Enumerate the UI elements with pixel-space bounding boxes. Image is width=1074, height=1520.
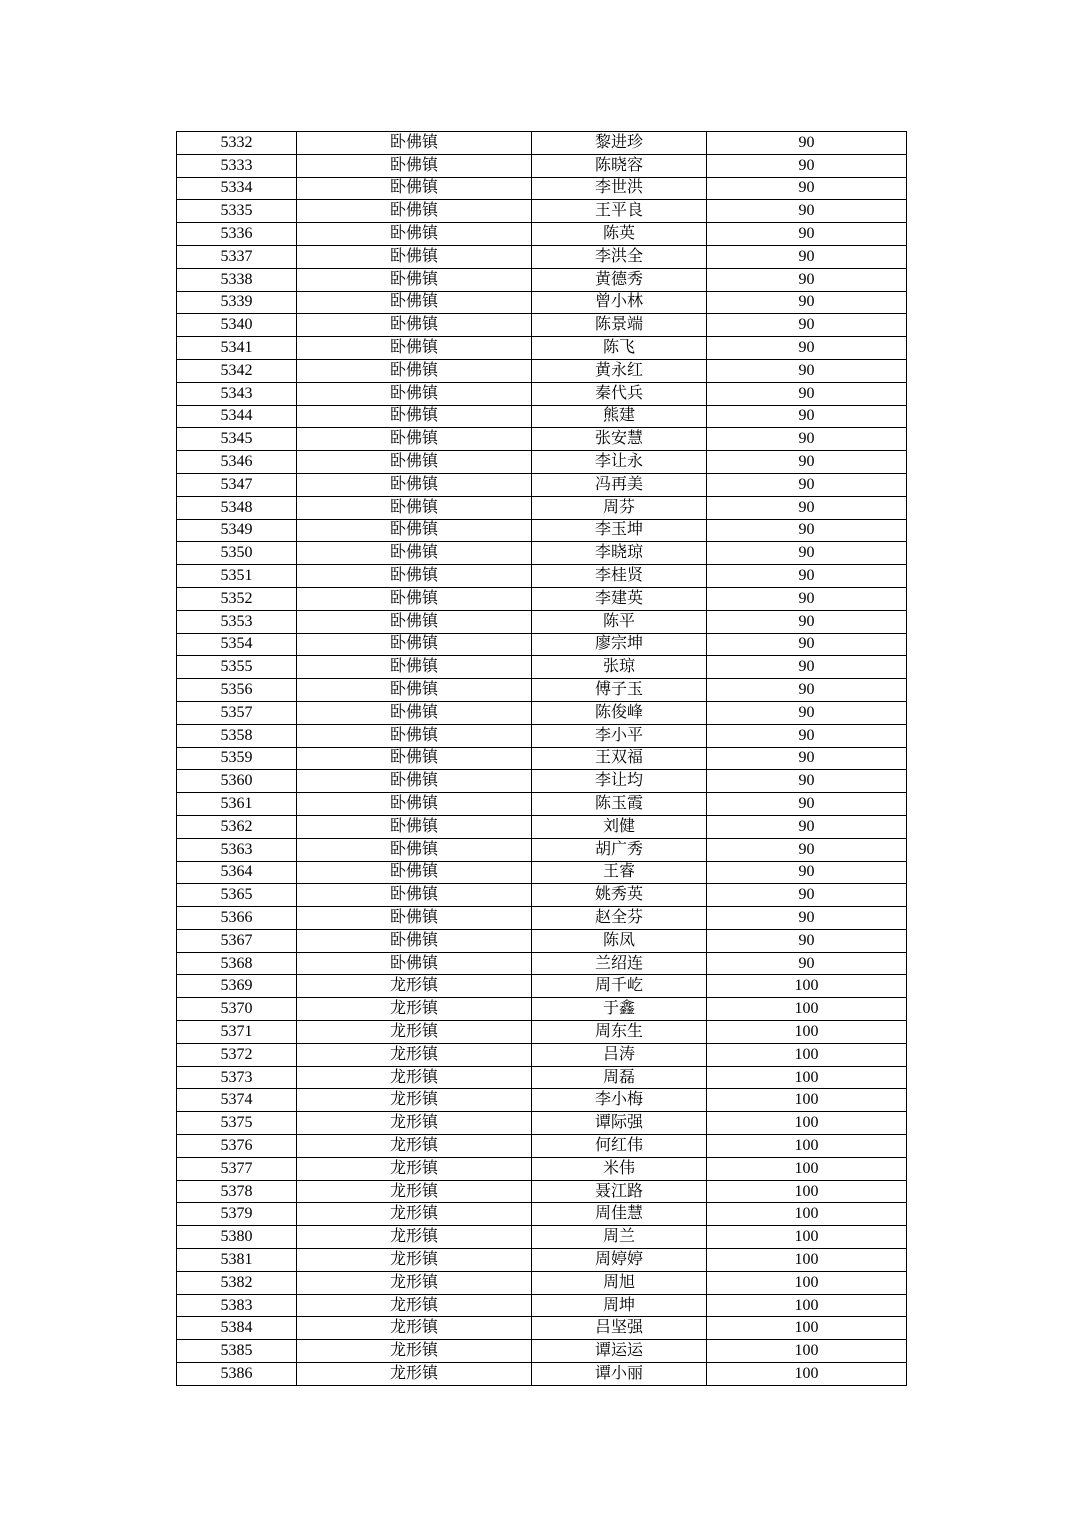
table-row — [177, 291, 907, 314]
cell-serial: 5357 — [177, 701, 297, 724]
cell-score: 90 — [707, 542, 907, 565]
cell-score: 90 — [707, 838, 907, 861]
cell-score: 100 — [707, 1066, 907, 1089]
cell-town: 卧佛镇 — [297, 861, 532, 884]
cell-town: 龙形镇 — [297, 1112, 532, 1135]
table-row — [177, 724, 907, 747]
cell-name: 廖宗坤 — [532, 633, 707, 656]
cell-name: 陈英 — [532, 223, 707, 246]
cell-serial: 5382 — [177, 1271, 297, 1294]
table-row — [177, 815, 907, 838]
cell-name: 熊建 — [532, 405, 707, 428]
cell-name: 兰绍连 — [532, 952, 707, 975]
table-row — [177, 975, 907, 998]
cell-town: 卧佛镇 — [297, 747, 532, 770]
cell-name: 李世洪 — [532, 177, 707, 200]
cell-serial: 5383 — [177, 1294, 297, 1317]
cell-score: 100 — [707, 1203, 907, 1226]
cell-town: 卧佛镇 — [297, 770, 532, 793]
cell-score: 90 — [707, 268, 907, 291]
table-row — [177, 519, 907, 542]
cell-score: 90 — [707, 793, 907, 816]
cell-score: 90 — [707, 451, 907, 474]
cell-town: 龙形镇 — [297, 1340, 532, 1363]
cell-serial: 5356 — [177, 679, 297, 702]
cell-name: 周磊 — [532, 1066, 707, 1089]
cell-town: 卧佛镇 — [297, 952, 532, 975]
cell-name: 张琼 — [532, 656, 707, 679]
table-row — [177, 268, 907, 291]
table-row — [177, 793, 907, 816]
cell-serial: 5350 — [177, 542, 297, 565]
cell-serial: 5355 — [177, 656, 297, 679]
cell-score: 100 — [707, 1294, 907, 1317]
table-row — [177, 1021, 907, 1044]
cell-score: 100 — [707, 1021, 907, 1044]
cell-serial: 5374 — [177, 1089, 297, 1112]
cell-name: 聂江路 — [532, 1180, 707, 1203]
cell-town: 龙形镇 — [297, 1271, 532, 1294]
cell-town: 卧佛镇 — [297, 724, 532, 747]
cell-score: 100 — [707, 1089, 907, 1112]
cell-town: 卧佛镇 — [297, 679, 532, 702]
cell-serial: 5378 — [177, 1180, 297, 1203]
cell-serial: 5359 — [177, 747, 297, 770]
cell-serial: 5368 — [177, 952, 297, 975]
table-row — [177, 952, 907, 975]
cell-town: 卧佛镇 — [297, 815, 532, 838]
table-row — [177, 679, 907, 702]
cell-name: 米伟 — [532, 1157, 707, 1180]
cell-serial: 5373 — [177, 1066, 297, 1089]
cell-score: 90 — [707, 884, 907, 907]
cell-score: 100 — [707, 1363, 907, 1386]
cell-name: 李桂贤 — [532, 565, 707, 588]
cell-name: 陈晓容 — [532, 154, 707, 177]
table-row — [177, 656, 907, 679]
table-row — [177, 770, 907, 793]
table-row — [177, 633, 907, 656]
cell-name: 周芬 — [532, 496, 707, 519]
cell-town: 卧佛镇 — [297, 132, 532, 155]
table-row — [177, 245, 907, 268]
cell-serial: 5343 — [177, 382, 297, 405]
cell-name: 刘健 — [532, 815, 707, 838]
cell-name: 李晓琼 — [532, 542, 707, 565]
cell-serial: 5345 — [177, 428, 297, 451]
cell-town: 龙形镇 — [297, 1180, 532, 1203]
cell-name: 周千屹 — [532, 975, 707, 998]
cell-score: 90 — [707, 428, 907, 451]
table-row — [177, 1066, 907, 1089]
cell-name: 王双福 — [532, 747, 707, 770]
cell-town: 卧佛镇 — [297, 587, 532, 610]
cell-serial: 5358 — [177, 724, 297, 747]
table-row — [177, 1340, 907, 1363]
cell-name: 谭运运 — [532, 1340, 707, 1363]
cell-town: 卧佛镇 — [297, 314, 532, 337]
cell-name: 谭小丽 — [532, 1363, 707, 1386]
cell-score: 90 — [707, 132, 907, 155]
cell-score: 90 — [707, 177, 907, 200]
cell-score: 90 — [707, 291, 907, 314]
cell-name: 王睿 — [532, 861, 707, 884]
cell-serial: 5341 — [177, 337, 297, 360]
cell-town: 卧佛镇 — [297, 337, 532, 360]
cell-score: 90 — [707, 565, 907, 588]
cell-score: 90 — [707, 473, 907, 496]
cell-serial: 5376 — [177, 1135, 297, 1158]
cell-score: 90 — [707, 770, 907, 793]
cell-town: 龙形镇 — [297, 1249, 532, 1272]
cell-serial: 5384 — [177, 1317, 297, 1340]
cell-name: 陈平 — [532, 610, 707, 633]
cell-serial: 5335 — [177, 200, 297, 223]
cell-town: 龙形镇 — [297, 1043, 532, 1066]
cell-name: 吕涛 — [532, 1043, 707, 1066]
cell-score: 90 — [707, 405, 907, 428]
cell-name: 陈凤 — [532, 929, 707, 952]
cell-name: 胡广秀 — [532, 838, 707, 861]
table-row — [177, 565, 907, 588]
table-row — [177, 428, 907, 451]
cell-name: 李建英 — [532, 587, 707, 610]
cell-town: 卧佛镇 — [297, 200, 532, 223]
cell-town: 卧佛镇 — [297, 701, 532, 724]
cell-town: 卧佛镇 — [297, 496, 532, 519]
cell-serial: 5348 — [177, 496, 297, 519]
table-row — [177, 1271, 907, 1294]
cell-score: 90 — [707, 610, 907, 633]
table-row — [177, 587, 907, 610]
cell-town: 卧佛镇 — [297, 565, 532, 588]
cell-town: 卧佛镇 — [297, 245, 532, 268]
cell-score: 100 — [707, 1180, 907, 1203]
cell-score: 90 — [707, 929, 907, 952]
cell-serial: 5349 — [177, 519, 297, 542]
cell-score: 100 — [707, 998, 907, 1021]
cell-serial: 5379 — [177, 1203, 297, 1226]
cell-serial: 5367 — [177, 929, 297, 952]
cell-score: 100 — [707, 1157, 907, 1180]
cell-town: 卧佛镇 — [297, 838, 532, 861]
cell-name: 李让永 — [532, 451, 707, 474]
cell-serial: 5361 — [177, 793, 297, 816]
table-row — [177, 132, 907, 155]
cell-name: 李小平 — [532, 724, 707, 747]
cell-town: 卧佛镇 — [297, 291, 532, 314]
cell-serial: 5365 — [177, 884, 297, 907]
cell-serial: 5386 — [177, 1363, 297, 1386]
cell-town: 卧佛镇 — [297, 382, 532, 405]
cell-name: 陈飞 — [532, 337, 707, 360]
table-row — [177, 451, 907, 474]
cell-name: 秦代兵 — [532, 382, 707, 405]
cell-town: 龙形镇 — [297, 1021, 532, 1044]
cell-serial: 5332 — [177, 132, 297, 155]
cell-serial: 5354 — [177, 633, 297, 656]
cell-score: 90 — [707, 633, 907, 656]
cell-name: 冯再美 — [532, 473, 707, 496]
cell-score: 90 — [707, 496, 907, 519]
cell-score: 100 — [707, 1135, 907, 1158]
table-row — [177, 1043, 907, 1066]
cell-serial: 5333 — [177, 154, 297, 177]
cell-name: 陈玉霞 — [532, 793, 707, 816]
table-row — [177, 223, 907, 246]
cell-serial: 5352 — [177, 587, 297, 610]
cell-score: 100 — [707, 1043, 907, 1066]
cell-score: 90 — [707, 815, 907, 838]
table-row — [177, 1089, 907, 1112]
cell-town: 龙形镇 — [297, 975, 532, 998]
table-row — [177, 496, 907, 519]
cell-serial: 5344 — [177, 405, 297, 428]
cell-serial: 5363 — [177, 838, 297, 861]
cell-serial: 5338 — [177, 268, 297, 291]
table-row — [177, 337, 907, 360]
cell-score: 90 — [707, 587, 907, 610]
table-row — [177, 1112, 907, 1135]
cell-name: 李小梅 — [532, 1089, 707, 1112]
cell-town: 龙形镇 — [297, 1317, 532, 1340]
cell-name: 于鑫 — [532, 998, 707, 1021]
cell-town: 龙形镇 — [297, 1089, 532, 1112]
cell-serial: 5377 — [177, 1157, 297, 1180]
table-row — [177, 838, 907, 861]
cell-town: 卧佛镇 — [297, 268, 532, 291]
cell-score: 90 — [707, 337, 907, 360]
cell-name: 曾小林 — [532, 291, 707, 314]
cell-score: 90 — [707, 382, 907, 405]
cell-town: 卧佛镇 — [297, 542, 532, 565]
cell-town: 卧佛镇 — [297, 656, 532, 679]
cell-serial: 5360 — [177, 770, 297, 793]
cell-name: 李让均 — [532, 770, 707, 793]
cell-name: 傅子玉 — [532, 679, 707, 702]
cell-serial: 5351 — [177, 565, 297, 588]
cell-name: 姚秀英 — [532, 884, 707, 907]
table-row — [177, 884, 907, 907]
cell-name: 黄永红 — [532, 359, 707, 382]
table-row — [177, 154, 907, 177]
cell-town: 卧佛镇 — [297, 223, 532, 246]
cell-name: 黎进珍 — [532, 132, 707, 155]
cell-serial: 5340 — [177, 314, 297, 337]
cell-name: 陈俊峰 — [532, 701, 707, 724]
table-row — [177, 747, 907, 770]
table-row — [177, 382, 907, 405]
cell-score: 100 — [707, 1271, 907, 1294]
table-row — [177, 610, 907, 633]
cell-town: 龙形镇 — [297, 1157, 532, 1180]
table-row — [177, 359, 907, 382]
table-row — [177, 542, 907, 565]
cell-town: 龙形镇 — [297, 998, 532, 1021]
cell-score: 100 — [707, 1249, 907, 1272]
table-row — [177, 200, 907, 223]
cell-town: 卧佛镇 — [297, 929, 532, 952]
table-row — [177, 1294, 907, 1317]
cell-town: 龙形镇 — [297, 1363, 532, 1386]
cell-town: 卧佛镇 — [297, 451, 532, 474]
cell-score: 100 — [707, 1112, 907, 1135]
cell-serial: 5339 — [177, 291, 297, 314]
cell-town: 卧佛镇 — [297, 519, 532, 542]
cell-name: 陈景端 — [532, 314, 707, 337]
cell-name: 周婷婷 — [532, 1249, 707, 1272]
cell-score: 90 — [707, 952, 907, 975]
cell-score: 100 — [707, 975, 907, 998]
table-row — [177, 861, 907, 884]
cell-name: 何红伟 — [532, 1135, 707, 1158]
cell-score: 100 — [707, 1226, 907, 1249]
cell-serial: 5372 — [177, 1043, 297, 1066]
cell-name: 李玉坤 — [532, 519, 707, 542]
cell-serial: 5334 — [177, 177, 297, 200]
cell-town: 龙形镇 — [297, 1066, 532, 1089]
cell-score: 90 — [707, 245, 907, 268]
cell-name: 谭际强 — [532, 1112, 707, 1135]
table-row — [177, 1157, 907, 1180]
table-row — [177, 1203, 907, 1226]
cell-serial: 5385 — [177, 1340, 297, 1363]
cell-town: 卧佛镇 — [297, 884, 532, 907]
cell-town: 卧佛镇 — [297, 359, 532, 382]
cell-town: 卧佛镇 — [297, 793, 532, 816]
table-row — [177, 177, 907, 200]
cell-serial: 5346 — [177, 451, 297, 474]
cell-score: 90 — [707, 314, 907, 337]
cell-serial: 5369 — [177, 975, 297, 998]
cell-serial: 5336 — [177, 223, 297, 246]
cell-score: 90 — [707, 223, 907, 246]
cell-town: 龙形镇 — [297, 1135, 532, 1158]
table-row — [177, 701, 907, 724]
cell-serial: 5366 — [177, 907, 297, 930]
cell-serial: 5370 — [177, 998, 297, 1021]
cell-score: 90 — [707, 359, 907, 382]
table-row — [177, 1363, 907, 1386]
cell-score: 100 — [707, 1340, 907, 1363]
cell-name: 张安慧 — [532, 428, 707, 451]
cell-town: 龙形镇 — [297, 1226, 532, 1249]
cell-serial: 5353 — [177, 610, 297, 633]
cell-serial: 5381 — [177, 1249, 297, 1272]
cell-score: 90 — [707, 907, 907, 930]
cell-serial: 5375 — [177, 1112, 297, 1135]
cell-town: 卧佛镇 — [297, 610, 532, 633]
table-row — [177, 314, 907, 337]
table-row — [177, 473, 907, 496]
cell-serial: 5342 — [177, 359, 297, 382]
table-body — [177, 132, 907, 1386]
cell-town: 卧佛镇 — [297, 907, 532, 930]
cell-serial: 5337 — [177, 245, 297, 268]
cell-name: 黄德秀 — [532, 268, 707, 291]
cell-score: 90 — [707, 519, 907, 542]
cell-name: 吕坚强 — [532, 1317, 707, 1340]
table-row — [177, 998, 907, 1021]
cell-serial: 5362 — [177, 815, 297, 838]
cell-serial: 5371 — [177, 1021, 297, 1044]
cell-serial: 5380 — [177, 1226, 297, 1249]
cell-town: 卧佛镇 — [297, 473, 532, 496]
table-row — [177, 1226, 907, 1249]
cell-score: 90 — [707, 701, 907, 724]
table-row — [177, 1249, 907, 1272]
roster-table — [176, 131, 907, 1386]
table-row — [177, 405, 907, 428]
cell-name: 周东生 — [532, 1021, 707, 1044]
table-row — [177, 1135, 907, 1158]
table-row — [177, 907, 907, 930]
cell-name: 周佳慧 — [532, 1203, 707, 1226]
cell-name: 周旭 — [532, 1271, 707, 1294]
cell-score: 90 — [707, 679, 907, 702]
cell-serial: 5364 — [177, 861, 297, 884]
cell-score: 90 — [707, 200, 907, 223]
cell-name: 赵全芬 — [532, 907, 707, 930]
cell-town: 龙形镇 — [297, 1203, 532, 1226]
table-row — [177, 1180, 907, 1203]
cell-score: 90 — [707, 656, 907, 679]
cell-town: 卧佛镇 — [297, 633, 532, 656]
cell-score: 90 — [707, 861, 907, 884]
cell-score: 90 — [707, 747, 907, 770]
cell-name: 周兰 — [532, 1226, 707, 1249]
cell-name: 周坤 — [532, 1294, 707, 1317]
cell-score: 100 — [707, 1317, 907, 1340]
table-row — [177, 1317, 907, 1340]
cell-town: 龙形镇 — [297, 1294, 532, 1317]
cell-name: 王平良 — [532, 200, 707, 223]
cell-name: 李洪全 — [532, 245, 707, 268]
cell-town: 卧佛镇 — [297, 177, 532, 200]
cell-town: 卧佛镇 — [297, 154, 532, 177]
cell-town: 卧佛镇 — [297, 428, 532, 451]
cell-town: 卧佛镇 — [297, 405, 532, 428]
cell-score: 90 — [707, 154, 907, 177]
cell-serial: 5347 — [177, 473, 297, 496]
cell-score: 90 — [707, 724, 907, 747]
table-row — [177, 929, 907, 952]
